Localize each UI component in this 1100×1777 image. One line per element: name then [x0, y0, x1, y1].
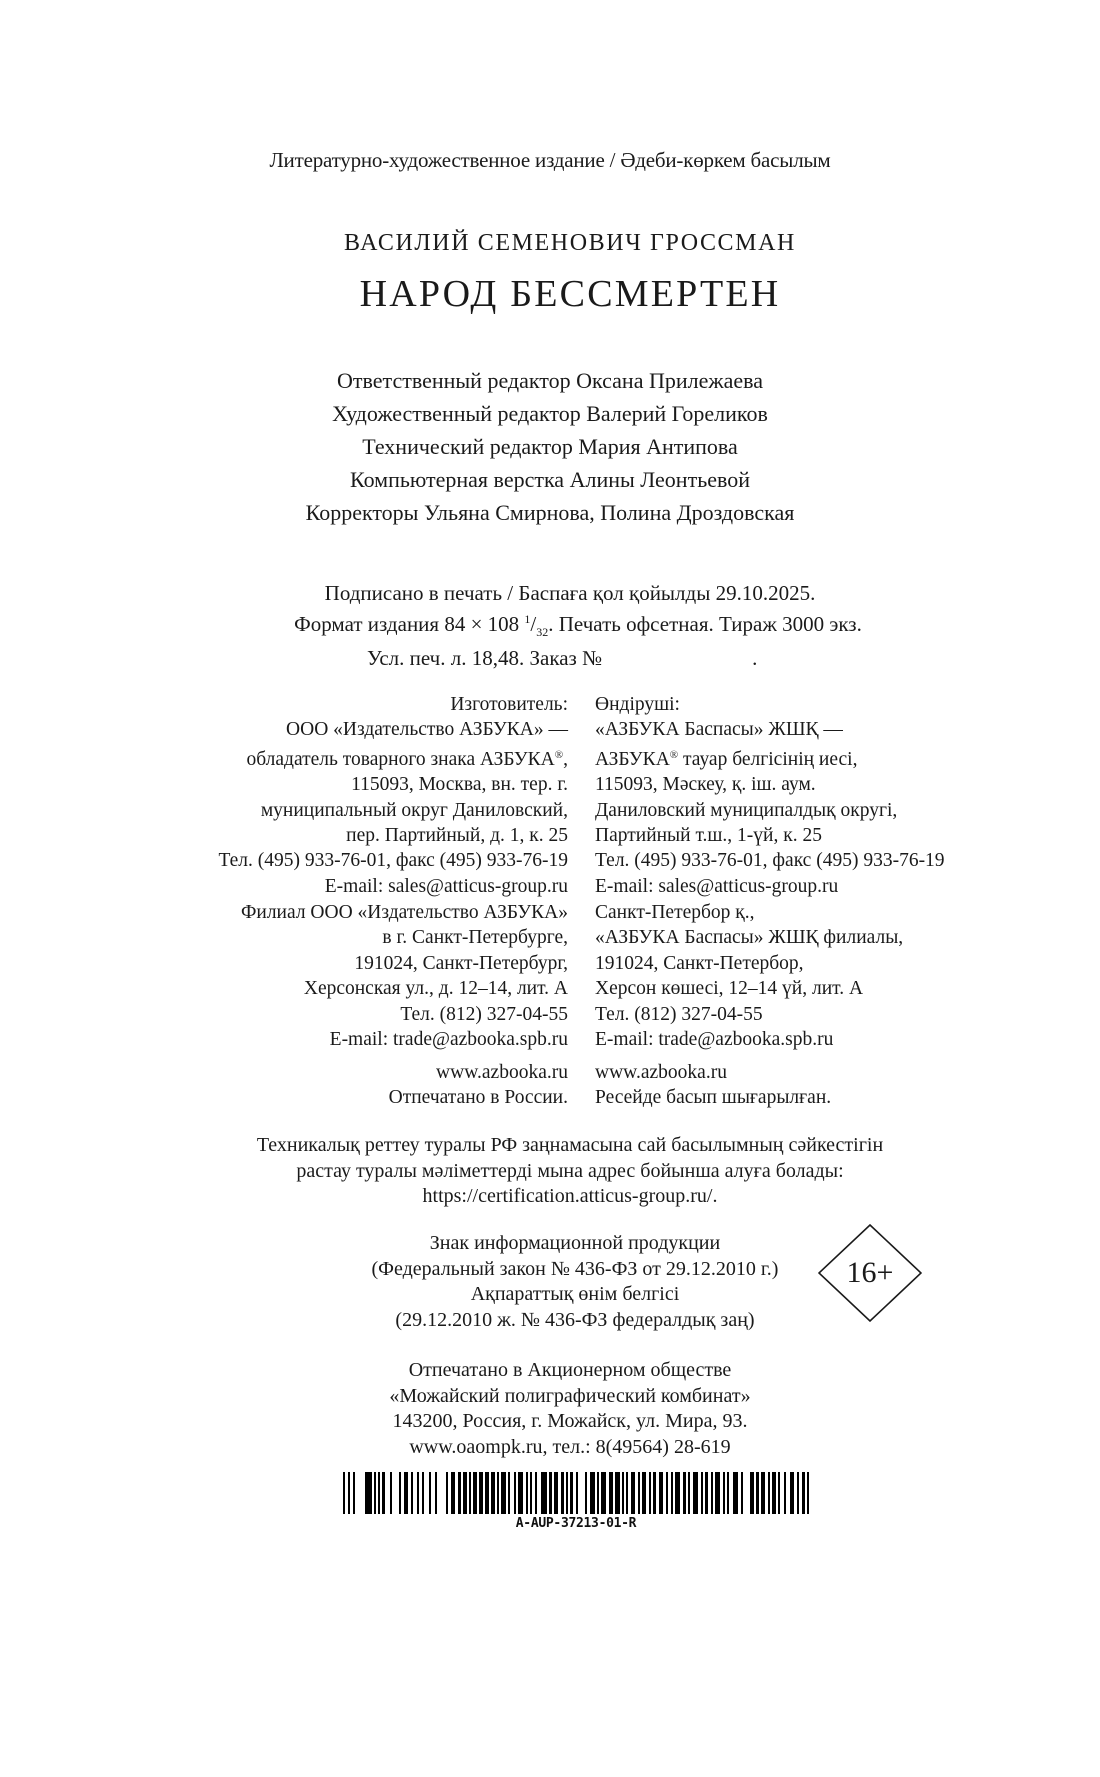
author-name: ВАСИЛИЙ СЕМЕНОВИЧ ГРОССМАН — [344, 230, 796, 256]
certification-line: растау туралы мәліметтерді мына адрес бойынша алуға болады: — [296, 1159, 844, 1182]
branch-kz — [595, 900, 903, 1052]
format-line: Формат издания 84 × 108 $^1/_{32}$. Печать офсетная. Тираж 3000 экз. — [294, 612, 862, 640]
info-sign-line: (29.12.2010 ж. № 436-ФЗ федералдық заң) — [395, 1308, 755, 1331]
print-info-block — [0, 580, 1100, 671]
footer-ru — [389, 1060, 568, 1111]
address-line: обладатель товарного знака АЗБУКА®, — [246, 748, 568, 770]
branch-line: 191024, Санкт-Петербург, — [354, 952, 568, 974]
branch-line: «АЗБУКА Баспасы» ЖШҚ филиалы, — [595, 927, 904, 949]
address-line: «АЗБУКА Баспасы» ЖШҚ — — [595, 719, 843, 741]
barcode-label: A-AUP-37213-01-R — [515, 1516, 637, 1531]
age-rating-badge — [818, 1224, 922, 1322]
format-fraction-denominator: 32 — [536, 625, 549, 640]
email-line: E-mail: sales@atticus-group.ru — [595, 875, 839, 897]
printer-line: www.oaompk.ru, тел.: 8(49564) 28-619 — [409, 1435, 731, 1458]
manufacturer-label: Өндіруші: — [595, 694, 680, 715]
format-suffix: . Печать офсетная. Тираж 3000 экз. — [548, 612, 862, 636]
sheets-prefix: Усл. печ. л. 18,48. Заказ № — [367, 646, 603, 671]
age-rating: 16+ — [846, 1256, 894, 1289]
barcode-icon — [341, 1472, 811, 1514]
branch-line: Санкт-Петербор қ., — [595, 902, 755, 923]
manufacturer-ru — [218, 692, 568, 899]
credit-line: Корректоры Ульяна Смирнова, Полина Дроздовская — [305, 500, 795, 525]
sheets-suffix: . — [752, 646, 758, 671]
branch-line: 191024, Санкт-Петербор, — [595, 952, 804, 974]
printer-line: 143200, Россия, г. Можайск, ул. Мира, 93. — [392, 1410, 748, 1432]
format-prefix: Формат издания 84 × 108 — [294, 612, 525, 636]
phone-line: Тел. (812) 327-04-55 — [400, 1003, 568, 1025]
credit-line: Художественный редактор Валерий Гореликов — [332, 401, 768, 426]
edition-type: Литературно-художественное издание / Әдеби-көркем басылым — [269, 148, 831, 172]
certification-url: https://certification.atticus-group.ru/. — [422, 1185, 718, 1207]
sheets-order-line — [0, 645, 1100, 671]
info-sign-line: (Федеральный закон № 436-ФЗ от 29.12.2010 г.) — [371, 1257, 779, 1280]
credit-line: Технический редактор Мария Антипова — [362, 434, 738, 459]
email-line: E-mail: trade@azbooka.spb.ru — [595, 1029, 834, 1051]
registered-trademark-icon: ® — [554, 748, 564, 761]
address-line: 115093, Москва, вн. тер. г. — [351, 774, 568, 796]
printer-line: Отпечатано в Акционерном обществе — [408, 1359, 732, 1381]
address-line: 115093, Мәскеу, қ. іш. аум. — [595, 774, 816, 796]
website-link: www.azbooka.ru — [436, 1062, 568, 1083]
address-line: Партийный т.ш., 1-үй, к. 25 — [595, 825, 822, 847]
branch-ru — [241, 900, 568, 1052]
website-link: www.azbooka.ru — [595, 1062, 727, 1083]
info-sign-line: Знак информационной продукции — [429, 1232, 721, 1254]
manufacturer-label: Изготовитель: — [450, 694, 568, 715]
printer-block — [0, 1358, 1100, 1460]
registered-trademark-icon: ® — [669, 748, 679, 761]
email-line: E-mail: sales@atticus-group.ru — [324, 875, 568, 897]
address-line: ООО «Издательство АЗБУКА» — — [286, 719, 568, 741]
phone-line: Тел. (495) 933-76-01, факс (495) 933-76-19 — [595, 850, 945, 872]
certification-block — [0, 1133, 1100, 1210]
info-sign-block — [340, 1231, 810, 1333]
address-line: Даниловский муниципалдық округі, — [595, 799, 898, 821]
format-fraction-numerator: 1 — [524, 612, 531, 626]
credit-line: Ответственный редактор Оксана Прилежаева — [337, 368, 763, 393]
info-sign-line: Ақпараттық өнім белгісі — [470, 1283, 680, 1305]
signed-to-print: Подписано в печать / Баспаға қол қойылды 29.10.2025. — [324, 581, 816, 605]
credit-line: Компьютерная верстка Алины Леонтьевой — [349, 467, 751, 492]
branch-line: Херсон көшесі, 12–14 үй, лит. А — [595, 978, 864, 1000]
branch-line: в г. Санкт-Петербурге, — [382, 927, 568, 949]
phone-line: Тел. (495) 933-76-01, факс (495) 933-76-19 — [218, 850, 568, 872]
printer-line: «Можайский полиграфический комбинат» — [389, 1384, 751, 1407]
phone-line: Тел. (812) 327-04-55 — [595, 1003, 763, 1025]
address-line: АЗБУКА® тауар белгісінің иесі, — [595, 748, 858, 770]
address-line: муниципальный округ Даниловский, — [260, 799, 568, 821]
manufacturer-kz — [595, 692, 945, 899]
branch-line: Филиал ООО «Издательство АЗБУКА» — [240, 902, 568, 923]
branch-line: Херсонская ул., д. 12–14, лит. А — [303, 978, 568, 1000]
book-title: НАРОД БЕССМЕРТЕН — [359, 273, 781, 315]
credits-block — [0, 364, 1100, 529]
printed-in: Отпечатано в России. — [388, 1087, 568, 1109]
footer-kz — [595, 1060, 831, 1111]
certification-line: Техникалық реттеу туралы РФ заңнамасына сай басылымның сәйкестігін — [256, 1134, 884, 1156]
email-line: E-mail: trade@azbooka.spb.ru — [329, 1029, 568, 1051]
printed-in: Ресейде басып шығарылған. — [595, 1087, 832, 1109]
address-line: пер. Партийный, д. 1, к. 25 — [346, 825, 568, 847]
